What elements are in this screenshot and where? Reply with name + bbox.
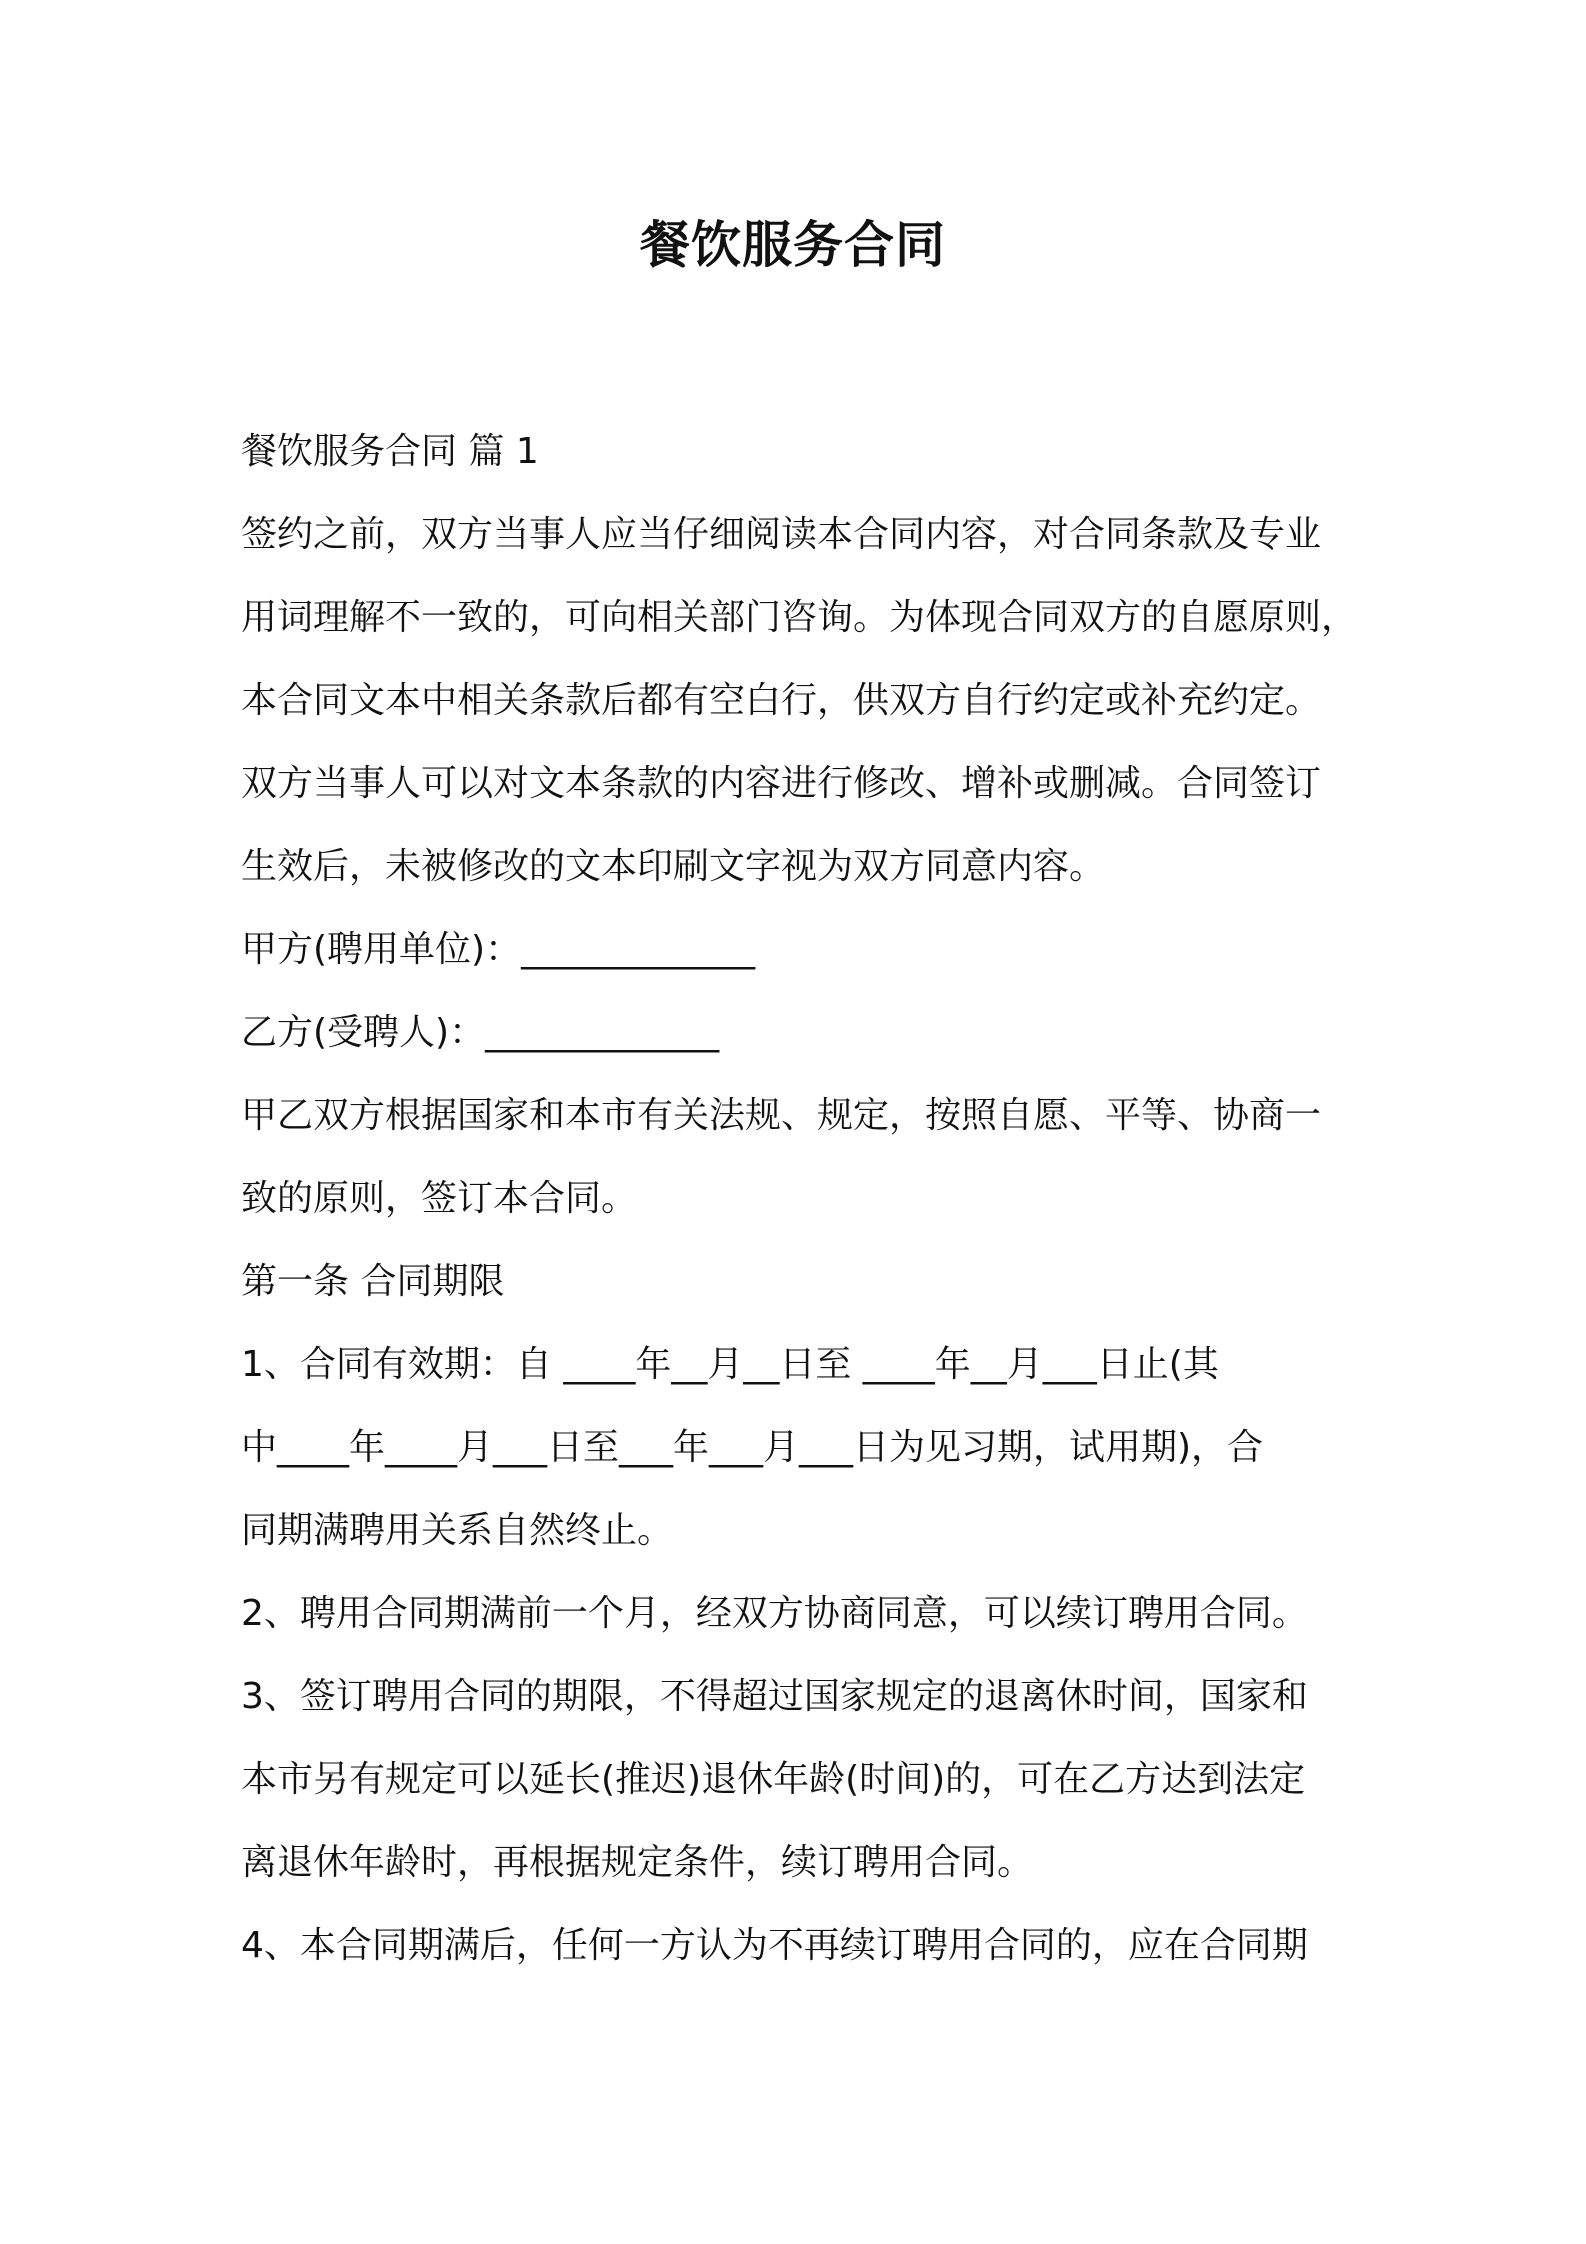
- document-title: 餐饮服务合同: [640, 216, 946, 274]
- clause-2-line-1: 2、聘用合同期满前一个月，经双方协商同意，可以续订聘用合同。: [241, 1593, 1308, 1634]
- section-heading-part-1: 餐饮服务合同 篇 1: [241, 431, 539, 472]
- intro-line-5: 生效后，未被修改的文本印刷文字视为双方同意内容。: [241, 846, 1106, 887]
- clause-4-line-1: 4、本合同期满后，任何一方认为不再续订聘用合同的，应在合同期: [241, 1925, 1308, 1966]
- intro-line-1: 签约之前，双方当事人应当仔细阅读本合同内容，对合同条款及专业: [241, 514, 1322, 555]
- article-1-heading: 第一条 合同期限: [241, 1261, 505, 1302]
- clause-3-line-2: 本市另有规定可以延长(推迟)退休年龄(时间)的，可在乙方达到法定: [241, 1759, 1306, 1800]
- agreement-line-1: 甲乙双方根据国家和本市有关法规、规定，按照自愿、平等、协商一: [241, 1095, 1322, 1136]
- party-b-line: 乙方(受聘人)：_____________: [241, 1012, 720, 1053]
- document-body: [241, 410, 1361, 1987]
- agreement-line-2: 致的原则，签订本合同。: [241, 1178, 638, 1219]
- intro-line-4: 双方当事人可以对文本条款的内容进行修改、增补或删减。合同签订: [241, 763, 1322, 804]
- clause-3-line-1: 3、签订聘用合同的期限，不得超过国家规定的退离休时间，国家和: [241, 1676, 1308, 1717]
- party-a-line: 甲方(聘用单位)：_____________: [241, 929, 756, 970]
- clause-1-line-2: 中____年____月___日至___年___月___日为见习期，试用期)，合: [241, 1427, 1264, 1468]
- intro-line-3: 本合同文本中相关条款后都有空白行，供双方自行约定或补充约定。: [241, 680, 1322, 721]
- intro-line-2: 用词理解不一致的，可向相关部门咨询。为体现合同双方的自愿原则，: [241, 597, 1358, 638]
- clause-1-line-3: 同期满聘用关系自然终止。: [241, 1510, 674, 1551]
- clause-3-line-3: 离退休年龄时，再根据规定条件，续订聘用合同。: [241, 1842, 1034, 1883]
- clause-1-line-1: 1、合同有效期：自 ____年__月__日至 ____年__月___日止(其: [241, 1344, 1219, 1385]
